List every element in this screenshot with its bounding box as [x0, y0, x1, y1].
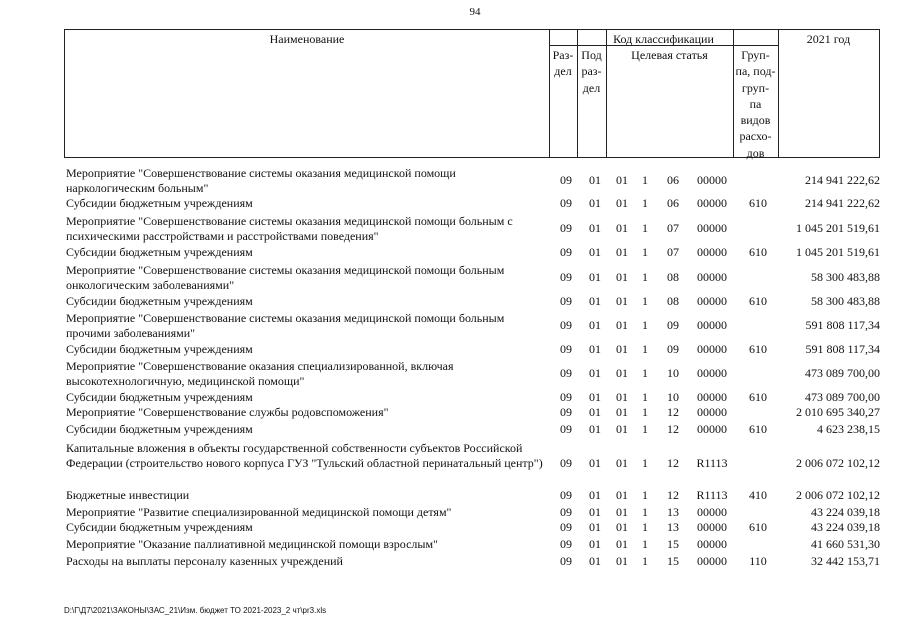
- row-code-t3: 12: [667, 488, 679, 502]
- row-code-r: 09: [560, 390, 572, 404]
- row-code-t4: 00000: [697, 422, 727, 436]
- page-number: 94: [469, 6, 481, 18]
- row-code-t1: 01: [616, 405, 628, 419]
- row-code-t4: 00000: [697, 245, 727, 259]
- row-amount: 2 006 072 102,12: [796, 488, 880, 502]
- row-code-t1: 01: [616, 554, 628, 568]
- row-code-t2: 1: [642, 505, 648, 519]
- row-code-g: 610: [749, 245, 767, 259]
- row-code-t2: 1: [642, 520, 648, 534]
- row-name: Мероприятие "Совершенствование системы оказания медицинской помощи больным с психическими расстройствами и расстройствами поведения": [66, 214, 513, 243]
- row-code-p: 01: [589, 221, 601, 235]
- file-path: D:\Г\Д7\2021\ЗАКОНЫ\ЗАС_21\Изм. бюджет ТО 2021-2023_2 чт\pr3.xls: [64, 606, 327, 615]
- row-code-t3: 10: [667, 390, 679, 404]
- row-code-r: 09: [560, 537, 572, 551]
- row-code-t1: 01: [616, 537, 628, 551]
- row-code-t3: 09: [667, 342, 679, 356]
- row-amount: 4 623 238,15: [817, 422, 880, 436]
- row-code-t3: 13: [667, 520, 679, 534]
- row-code-p: 01: [589, 173, 601, 187]
- row-code-p: 01: [589, 196, 601, 210]
- row-code-t3: 12: [667, 405, 679, 419]
- row-code-p: 01: [589, 342, 601, 356]
- row-name: Мероприятие "Развитие специализированной медицинской помощи детям": [66, 505, 452, 519]
- row-amount: 43 224 039,18: [811, 505, 880, 519]
- row-code-t4: R1113: [696, 488, 728, 502]
- row-name: Субсидии бюджетным учреждениям: [66, 390, 253, 404]
- row-code-t1: 01: [616, 456, 628, 470]
- row-code-g: 610: [749, 196, 767, 210]
- row-code-t2: 1: [642, 270, 648, 284]
- row-amount: 32 442 153,71: [811, 554, 880, 568]
- row-code-p: 01: [589, 422, 601, 436]
- row-name: Мероприятие "Совершенствование системы оказания медицинской помощи больным прочими заболеваниями": [66, 311, 505, 340]
- row-code-p: 01: [589, 390, 601, 404]
- row-name: Субсидии бюджетным учреждениям: [66, 196, 253, 210]
- header-target: Целевая статья: [631, 48, 708, 62]
- row-code-t3: 08: [667, 294, 679, 308]
- row-code-t4: 00000: [697, 342, 727, 356]
- row-code-t2: 1: [642, 245, 648, 259]
- row-code-t2: 1: [642, 294, 648, 308]
- row-code-t1: 01: [616, 221, 628, 235]
- row-amount: 58 300 483,88: [811, 270, 880, 284]
- row-code-t2: 1: [642, 488, 648, 502]
- row-code-p: 01: [589, 456, 601, 470]
- row-code-t3: 09: [667, 318, 679, 332]
- row-amount: 214 941 222,62: [805, 196, 880, 210]
- row-amount: 1 045 201 519,61: [796, 245, 880, 259]
- row-name: Субсидии бюджетным учреждениям: [66, 245, 253, 259]
- header-podrazdel: Под раз- дел: [581, 48, 602, 95]
- row-code-p: 01: [589, 405, 601, 419]
- header-razdel: Раз- дел: [552, 48, 574, 79]
- row-code-t2: 1: [642, 318, 648, 332]
- row-code-r: 09: [560, 318, 572, 332]
- row-amount: 591 808 117,34: [805, 318, 880, 332]
- row-amount: 58 300 483,88: [811, 294, 880, 308]
- row-code-t3: 13: [667, 505, 679, 519]
- row-code-t3: 12: [667, 422, 679, 436]
- row-code-t3: 08: [667, 270, 679, 284]
- row-code-r: 09: [560, 488, 572, 502]
- row-name: Субсидии бюджетным учреждениям: [66, 520, 253, 534]
- row-amount: 473 089 700,00: [805, 366, 880, 380]
- row-code-t4: 00000: [697, 173, 727, 187]
- row-name: Субсидии бюджетным учреждениям: [66, 422, 253, 436]
- row-code-t2: 1: [642, 196, 648, 210]
- row-code-p: 01: [589, 294, 601, 308]
- row-code-t3: 07: [667, 221, 679, 235]
- row-code-g: 110: [749, 554, 767, 568]
- row-code-g: 610: [749, 520, 767, 534]
- row-code-t2: 1: [642, 537, 648, 551]
- row-amount: 214 941 222,62: [805, 173, 880, 187]
- row-code-g: 610: [749, 422, 767, 436]
- row-name: Расходы на выплаты персоналу казенных учреждений: [66, 554, 343, 568]
- row-amount: 2 010 695 340,27: [796, 405, 880, 419]
- row-code-r: 09: [560, 505, 572, 519]
- row-code-t4: 00000: [697, 294, 727, 308]
- row-code-t2: 1: [642, 405, 648, 419]
- row-code-t1: 01: [616, 390, 628, 404]
- row-code-t4: 00000: [697, 405, 727, 419]
- row-name: Мероприятие "Оказание паллиативной медицинской помощи взрослым": [66, 537, 438, 551]
- row-code-p: 01: [589, 488, 601, 502]
- row-code-t4: 00000: [697, 537, 727, 551]
- row-code-t1: 01: [616, 342, 628, 356]
- table-header: [64, 29, 880, 158]
- row-code-r: 09: [560, 221, 572, 235]
- row-code-r: 09: [560, 196, 572, 210]
- row-code-t1: 01: [616, 318, 628, 332]
- row-code-g: 410: [749, 488, 767, 502]
- row-code-t2: 1: [642, 366, 648, 380]
- row-name: Субсидии бюджетным учреждениям: [66, 342, 253, 356]
- header-name: Наименование: [269, 32, 345, 46]
- row-code-r: 09: [560, 422, 572, 436]
- row-code-t1: 01: [616, 488, 628, 502]
- row-code-t4: 00000: [697, 196, 727, 210]
- row-name: Субсидии бюджетным учреждениям: [66, 294, 253, 308]
- row-code-t2: 1: [642, 422, 648, 436]
- row-code-t1: 01: [616, 505, 628, 519]
- row-code-t2: 1: [642, 173, 648, 187]
- row-name: Капитальные вложения в объекты государственной собственности субъектов Российской Федерации (строительство нового корпуса ГУЗ "Тульский областной перинатальный центр"): [66, 441, 543, 470]
- row-name: Мероприятие "Совершенствование системы оказания медицинской помощи наркологическим больным": [66, 166, 456, 195]
- row-code-r: 09: [560, 405, 572, 419]
- row-code-t2: 1: [642, 554, 648, 568]
- row-amount: 473 089 700,00: [805, 390, 880, 404]
- header-year: 2021 год: [806, 32, 851, 46]
- row-code-t4: 00000: [697, 390, 727, 404]
- row-code-t4: 00000: [697, 505, 727, 519]
- row-code-t3: 06: [667, 173, 679, 187]
- row-code-g: 610: [749, 390, 767, 404]
- row-code-t4: 00000: [697, 221, 727, 235]
- row-code-p: 01: [589, 505, 601, 519]
- row-code-t4: 00000: [697, 554, 727, 568]
- row-code-t3: 07: [667, 245, 679, 259]
- divider: [778, 30, 779, 157]
- row-code-r: 09: [560, 366, 572, 380]
- row-code-p: 01: [589, 537, 601, 551]
- row-code-t1: 01: [616, 270, 628, 284]
- row-code-t4: 00000: [697, 366, 727, 380]
- row-code-p: 01: [589, 520, 601, 534]
- row-code-r: 09: [560, 520, 572, 534]
- row-code-p: 01: [589, 554, 601, 568]
- row-code-t4: 00000: [697, 270, 727, 284]
- header-group: Груп- па, под- груп- па видов расхо- дов: [735, 48, 776, 160]
- row-code-p: 01: [589, 318, 601, 332]
- row-code-r: 09: [560, 270, 572, 284]
- row-code-t1: 01: [616, 245, 628, 259]
- row-code-r: 09: [560, 456, 572, 470]
- row-name: Мероприятие "Совершенствование системы оказания медицинской помощи больным онкологическим заболеваниями": [66, 263, 505, 292]
- row-code-t1: 01: [616, 366, 628, 380]
- header-code: Код классификации: [613, 32, 714, 46]
- row-code-t2: 1: [642, 390, 648, 404]
- row-code-t1: 01: [616, 422, 628, 436]
- row-code-r: 09: [560, 554, 572, 568]
- row-code-g: 610: [749, 294, 767, 308]
- row-code-p: 01: [589, 366, 601, 380]
- row-code-t3: 10: [667, 366, 679, 380]
- row-amount: 41 660 531,30: [811, 537, 880, 551]
- row-amount: 1 045 201 519,61: [796, 221, 880, 235]
- row-code-t3: 15: [667, 537, 679, 551]
- row-code-p: 01: [589, 245, 601, 259]
- row-code-t3: 12: [667, 456, 679, 470]
- row-code-t1: 01: [616, 520, 628, 534]
- row-code-t3: 06: [667, 196, 679, 210]
- row-amount: 43 224 039,18: [811, 520, 880, 534]
- row-code-t4: 00000: [697, 318, 727, 332]
- row-code-r: 09: [560, 245, 572, 259]
- row-code-t1: 01: [616, 294, 628, 308]
- row-code-r: 09: [560, 342, 572, 356]
- row-code-t2: 1: [642, 342, 648, 356]
- row-code-t2: 1: [642, 456, 648, 470]
- row-code-t1: 01: [616, 173, 628, 187]
- row-amount: 2 006 072 102,12: [796, 456, 880, 470]
- row-code-t1: 01: [616, 196, 628, 210]
- row-code-t3: 15: [667, 554, 679, 568]
- row-name: Мероприятие "Совершенствование оказания специализированной, включая высокотехнологичную, медицинской помощи": [66, 359, 454, 388]
- row-name: Мероприятие "Совершенствование службы родовспоможения": [66, 405, 389, 419]
- row-code-r: 09: [560, 173, 572, 187]
- row-code-g: 610: [749, 342, 767, 356]
- row-code-t2: 1: [642, 221, 648, 235]
- row-code-t4: R1113: [696, 456, 728, 470]
- row-code-p: 01: [589, 270, 601, 284]
- row-code-r: 09: [560, 294, 572, 308]
- row-code-t4: 00000: [697, 520, 727, 534]
- row-amount: 591 808 117,34: [805, 342, 880, 356]
- row-name: Бюджетные инвестиции: [66, 488, 190, 502]
